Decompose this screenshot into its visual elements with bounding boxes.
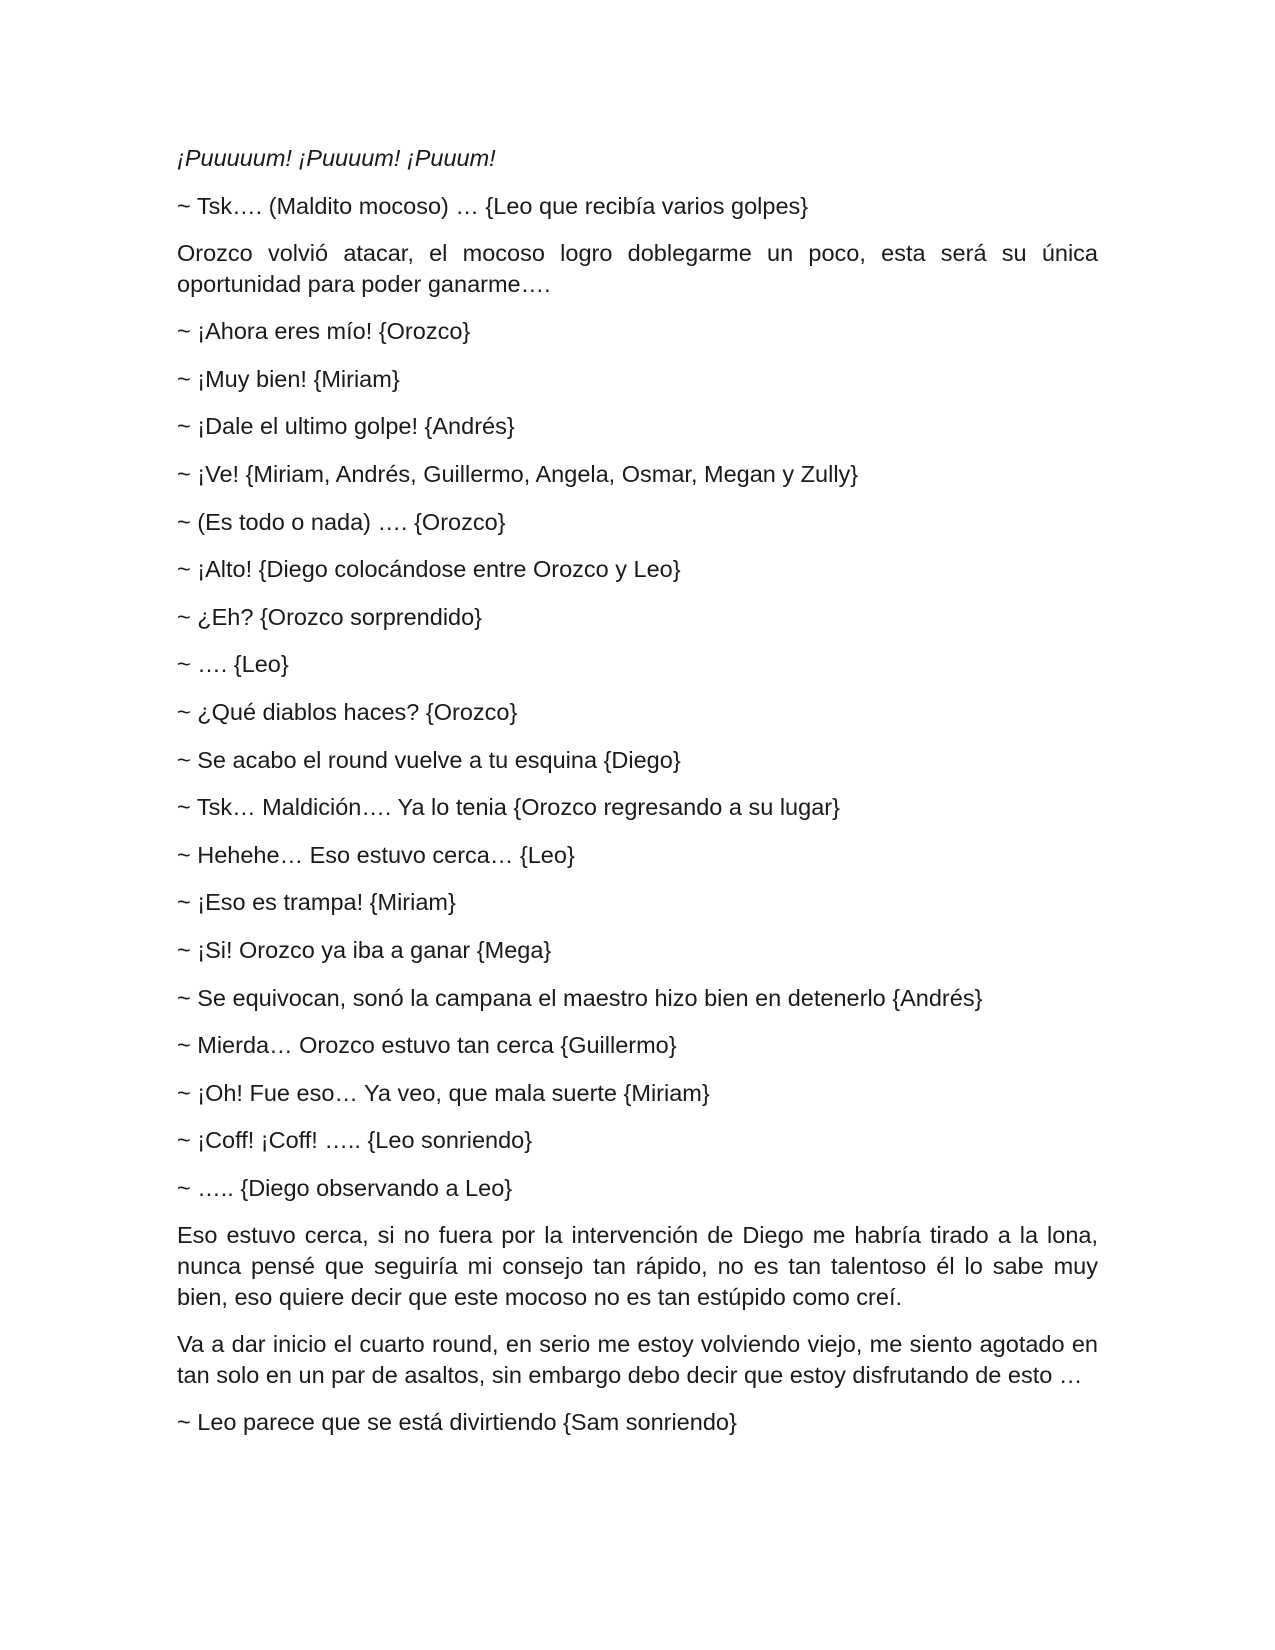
dialogue-line: ~ ¡Muy bien! {Miriam} xyxy=(177,365,400,392)
narration-paragraph: Eso estuvo cerca, si no fuera por la intervención de Diego me habría tirado a la lona, nunca pensé que seguiría mi consejo tan rápido, no es tan talentoso él lo sabe muy bien, eso quiere decir que este mocoso no es tan estúpido como creí. xyxy=(177,1222,1098,1311)
dialogue-line: ~ ¡Alto! {Diego colocándose entre Orozco y Leo} xyxy=(177,556,681,583)
narration-paragraph: Orozco volvió atacar, el mocoso logro doblegarme un poco, esta será su única oportunidad para poder ganarme…. xyxy=(177,240,1098,298)
dialogue-line: ~ …. {Leo} xyxy=(177,651,289,678)
document-body xyxy=(177,143,1098,1438)
dialogue-line: ~ Mierda… Orozco estuvo tan cerca {Guillermo} xyxy=(177,1032,677,1059)
narration-paragraph: Va a dar inicio el cuarto round, en serio me estoy volviendo viejo, me siento agotado en tan solo en un par de asaltos, sin embargo debo decir que estoy disfrutando de esto … xyxy=(177,1331,1098,1389)
dialogue-line: ~ ¿Eh? {Orozco sorprendido} xyxy=(177,603,483,630)
dialogue-line: ~ Hehehe… Eso estuvo cerca… {Leo} xyxy=(177,841,575,868)
sound-effect-line: ¡Puuuuum! ¡Puuuum! ¡Puuum! xyxy=(177,145,496,171)
dialogue-line: ~ (Es todo o nada) …. {Orozco} xyxy=(177,508,506,535)
dialogue-line: ~ ¡Si! Orozco ya iba a ganar {Mega} xyxy=(177,936,552,963)
dialogue-line: ~ ¡Eso es trampa! {Miriam} xyxy=(177,889,456,916)
dialogue-line: ~ ….. {Diego observando a Leo} xyxy=(177,1174,513,1201)
dialogue-line: ~ ¡Dale el ultimo golpe! {Andrés} xyxy=(177,413,515,440)
dialogue-line: ~ ¡Ve! {Miriam, Andrés, Guillermo, Angela, Osmar, Megan y Zully} xyxy=(177,460,859,487)
dialogue-line: ~ ¡Oh! Fue eso… Ya veo, que mala suerte {Miriam} xyxy=(177,1079,710,1106)
dialogue-line: ~ ¡Coff! ¡Coff! ….. {Leo sonriendo} xyxy=(177,1127,533,1154)
dialogue-line: ~ Tsk… Maldición…. Ya lo tenia {Orozco regresando a su lugar} xyxy=(177,794,840,821)
dialogue-line: ~ Se equivocan, sonó la campana el maestro hizo bien en detenerlo {Andrés} xyxy=(177,984,983,1011)
dialogue-line: ~ Tsk…. (Maldito mocoso) … {Leo que recibía varios golpes} xyxy=(177,192,809,219)
dialogue-line: ~ Se acabo el round vuelve a tu esquina {Diego} xyxy=(177,746,681,773)
dialogue-line: ~ ¡Ahora eres mío! {Orozco} xyxy=(177,318,471,345)
dialogue-line: ~ ¿Qué diablos haces? {Orozco} xyxy=(177,698,518,725)
dialogue-line: ~ Leo parece que se está divirtiendo {Sam sonriendo} xyxy=(177,1409,737,1436)
